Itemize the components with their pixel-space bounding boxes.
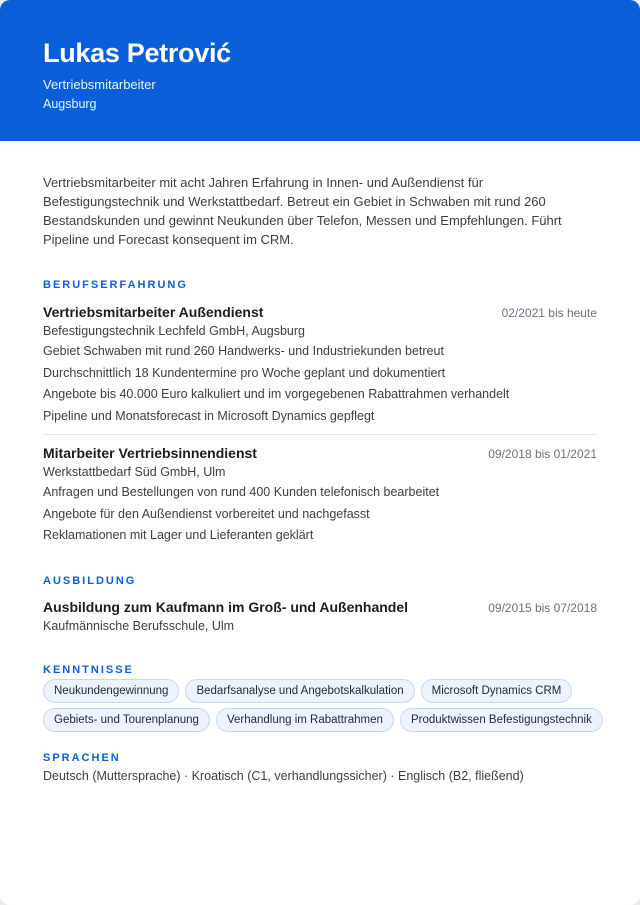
job-title: Vertriebsmitarbeiter Außendienst [43, 304, 264, 320]
education-entry [43, 599, 597, 634]
skill-chip: Microsoft Dynamics CRM [421, 679, 573, 703]
job-divider [43, 434, 597, 435]
job-bullet: Angebote bis 40.000 Euro kalkuliert und im vorgegebenen Rabattrahmen verhandelt [43, 387, 510, 401]
experience-section [43, 279, 597, 547]
job-company: Befestigungstechnik Lechfeld GmbH, Augsburg [43, 324, 305, 338]
job-bullet: Anfragen und Bestellungen von rund 400 Kunden telefonisch bearbeitet [43, 485, 440, 499]
job-bullet: Pipeline und Monatsforecast in Microsoft Dynamics gepflegt [43, 408, 375, 423]
job-bullet: Gebiet Schwaben mit rund 260 Handwerks- und Industriekunden betreut [43, 344, 444, 358]
experience-heading: BERUFSERFAHRUNG [43, 279, 188, 291]
skills-section [43, 664, 597, 732]
profile-summary: Vertriebsmitarbeiter mit acht Jahren Erfahrung in Innen- und Außendienst für Befestigungstechnik und Werkstattbedarf. Betreut ein Gebiet in Schwaben mit rund 260 Bestandskunden und gewinnt Neukunden über Telefon, Messen und Empfehlungen. Führt Pipeline und Forecast konsequent im CRM. [43, 175, 562, 247]
job-header [43, 445, 597, 461]
education-title: Ausbildung zum Kaufmann im Groß- und Außenhandel [43, 598, 409, 615]
candidate-city: Augsburg [43, 97, 97, 111]
job-entry [43, 445, 597, 547]
job-title: Mitarbeiter Vertriebsinnendienst [43, 445, 257, 461]
skill-chip: Neukundengewinnung [43, 679, 179, 703]
candidate-role: Vertriebsmitarbeiter [43, 77, 156, 92]
job-company: Werkstattbedarf Süd GmbH, Ulm [43, 465, 226, 479]
skills-heading: KENNTNISSE [43, 663, 134, 676]
job-header [43, 304, 597, 320]
job-bullets [43, 482, 597, 547]
education-dates: 09/2015 bis 07/2018 [488, 600, 597, 615]
skill-chip: Produktwissen Befestigungstechnik [400, 708, 603, 732]
skill-chip: Bedarfsanalyse und Angebotskalkulation [185, 679, 414, 703]
job-dates: 09/2018 bis 01/2021 [488, 447, 597, 461]
job-bullet: Durchschnittlich 18 Kundentermine pro Woche geplant und dokumentiert [43, 365, 446, 380]
job-bullet: Angebote für den Außendienst vorbereitet und nachgefasst [43, 506, 370, 521]
languages-list: Deutsch (Muttersprache) · Kroatisch (C1, verhandlungssicher) · Englisch (B2, fließend) [43, 768, 524, 783]
education-header [43, 599, 597, 615]
education-heading: AUSBILDUNG [43, 574, 137, 587]
skill-chip: Gebiets- und Tourenplanung [43, 708, 210, 732]
languages-section [43, 752, 597, 785]
candidate-name: Lukas Petrović [43, 38, 231, 68]
skill-chip: Verhandlung im Rabattrahmen [216, 708, 394, 732]
job-dates: 02/2021 bis heute [501, 306, 597, 320]
job-bullet: Reklamationen mit Lager und Lieferanten geklärt [43, 528, 314, 542]
skills-list [43, 679, 603, 732]
education-school: Kaufmännische Berufsschule, Ulm [43, 618, 235, 633]
resume-body [0, 141, 640, 785]
resume-header [0, 0, 640, 141]
education-section [43, 575, 597, 634]
languages-heading: SPRACHEN [43, 751, 121, 764]
job-entry [43, 304, 597, 427]
job-bullets [43, 341, 597, 427]
